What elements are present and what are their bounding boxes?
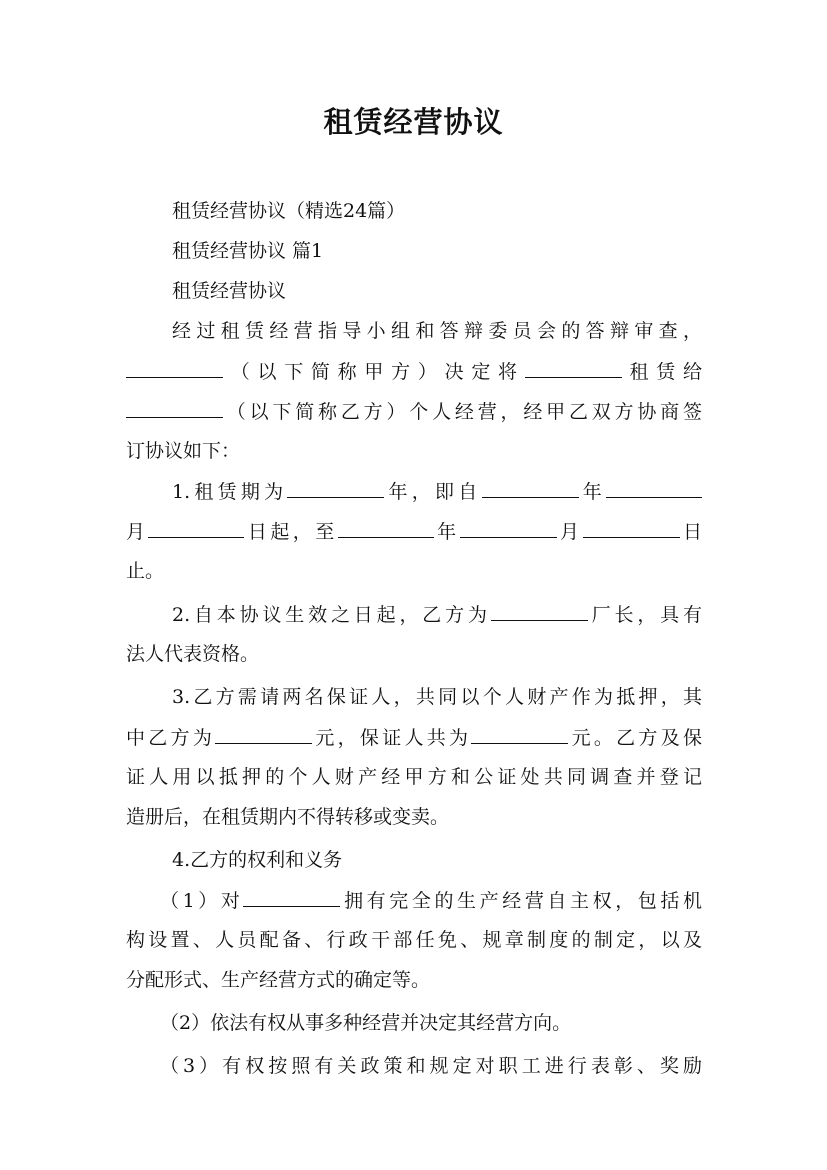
blank-term-years — [287, 471, 384, 498]
clause-text: 元。乙方及保 — [568, 727, 702, 749]
intro-line-1: 经过租赁经营指导小组和答辩委员会的答辩审查， — [172, 320, 702, 342]
document-title: 租赁经营协议 — [323, 105, 504, 139]
clause-3-line-4: 造册后，在租赁期内不得转移或变卖。 — [126, 806, 450, 828]
clause-3-line-2 — [126, 717, 702, 757]
blank-end-day — [583, 511, 680, 538]
blank-amount-guarantors — [471, 717, 568, 744]
intro-line-4: 订协议如下： — [126, 440, 241, 462]
clause-text: 拥有完全的生产经营自主权，包括机 — [340, 890, 702, 912]
clause-text: 日起，至 — [244, 521, 338, 543]
section-heading: 租赁经营协议 篇1 — [172, 240, 324, 262]
clause-1-line-2 — [126, 511, 702, 551]
clause-4-item-1-line-2: 构设置、人员配备、行政干部任免、规章制度的制定，以及 — [126, 929, 702, 951]
clause-text: 中乙方为 — [126, 727, 216, 749]
intro-text: （以下简称乙方）个人经营，经甲乙双方协商签 — [223, 401, 702, 423]
blank-factory — [491, 594, 588, 621]
clause-text: 2.自本协议生效之日起，乙方为 — [172, 604, 491, 626]
blank-start-month — [606, 471, 702, 498]
clause-1-line-1 — [126, 471, 702, 511]
blank-party-b — [126, 391, 223, 418]
clause-4-item-3: （3）有权按照有关政策和规定对职工进行表彰、奖励 — [160, 1055, 702, 1077]
clause-text: 年 — [578, 481, 606, 503]
clause-text: 1.租赁期为 — [172, 481, 288, 503]
clause-4-item-2: （2）依法有权从事多种经营并决定其经营方向。 — [160, 1012, 572, 1034]
clause-text: 月 — [126, 521, 149, 543]
clause-4-heading: 4.乙方的权利和义务 — [172, 849, 343, 871]
agreement-heading: 租赁经营协议 — [172, 280, 287, 302]
clause-4-item-1-line-1 — [126, 880, 702, 920]
clause-text: 日 — [679, 521, 702, 543]
clause-3-line-1: 3.乙方需请两名保证人，共同以个人财产作为抵押，其 — [172, 686, 702, 708]
subtitle: 租赁经营协议（精选24篇） — [172, 200, 406, 222]
blank-start-year — [482, 471, 579, 498]
blank-end-year — [338, 511, 434, 538]
intro-line-3 — [126, 391, 702, 431]
clause-2-line-1 — [126, 594, 702, 634]
blank-enterprise-2 — [243, 880, 340, 907]
blank-amount-b — [215, 717, 312, 744]
document-body — [126, 191, 702, 1086]
clause-text: 月 — [556, 521, 583, 543]
clause-4-item-1-line-3: 分配形式、生产经营方式的确定等。 — [126, 969, 431, 991]
intro-text: （以下简称甲方）决定将 — [223, 361, 525, 383]
intro-line-2 — [126, 351, 702, 391]
clause-text: 年，即自 — [384, 481, 482, 503]
blank-end-month — [460, 511, 557, 538]
blank-start-day — [148, 511, 244, 538]
clause-text: 元，保证人共为 — [312, 727, 472, 749]
clause-text: 年 — [433, 521, 460, 543]
intro-text: 租赁给 — [621, 361, 702, 383]
clause-text: 厂长，具有 — [587, 604, 702, 626]
blank-party-a — [126, 351, 223, 378]
clause-text: （1）对 — [160, 890, 244, 912]
clause-3-line-3: 证人用以抵押的个人财产经甲方和公证处共同调查并登记 — [126, 766, 702, 788]
blank-enterprise — [525, 351, 622, 378]
clause-2-line-2: 法人代表资格。 — [126, 643, 260, 665]
clause-1-line-3: 止。 — [126, 560, 165, 582]
